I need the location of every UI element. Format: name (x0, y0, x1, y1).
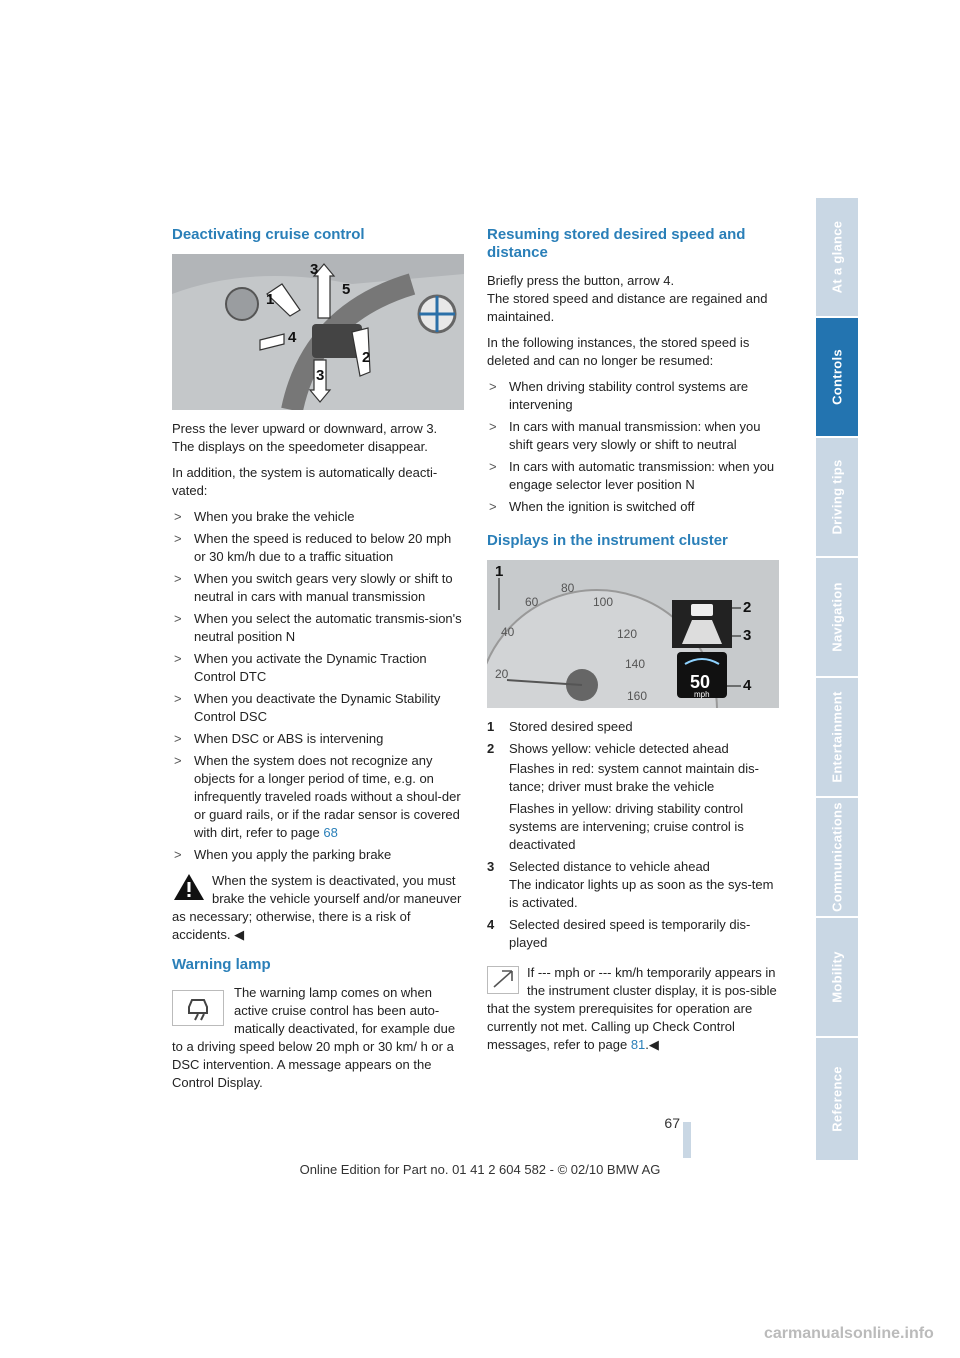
list-item: > When the system does not recognize any objects for a longer period of time, e.g. on infrequently traveled roads without a shoul-der or guard rails, or if the radar sensor is covered with dirt, refer to page 68 (174, 753, 461, 840)
note-arrow-icon (487, 966, 519, 994)
list-item: > When DSC or ABS is intervening (174, 731, 384, 746)
warning-lamp-heading: Warning lamp (172, 956, 271, 973)
tab-driving-tips[interactable]: Driving tips (816, 438, 858, 558)
tab-at-a-glance[interactable]: At a glance (816, 198, 858, 318)
list-item: > When the speed is reduced to below 20 mph or 30 km/h due to a traffic situation (174, 531, 452, 564)
resume-deletion-list (487, 378, 779, 516)
right-column (487, 226, 779, 1054)
deactivating-heading: Deactivating cruise control (172, 226, 365, 243)
tab-controls[interactable]: Controls (816, 318, 858, 438)
list-item: > When you apply the parking brake (174, 847, 392, 862)
cluster-legend (487, 718, 779, 952)
tab-navigation[interactable]: Navigation (816, 558, 858, 678)
list-item: > In cars with automatic transmission: when you engage selector lever position N (489, 459, 775, 492)
list-item: 3 Selected distance to vehicle ahead The indicator lights up as soon as the sys-tem is activated. (487, 859, 774, 910)
steering-lever-illustration (172, 254, 464, 410)
arrow-label-3-bottom: 3 (316, 367, 325, 384)
page-number: 67 (664, 1115, 680, 1131)
gauge-label: 60 (525, 595, 539, 609)
page-link-68[interactable]: 68 (323, 825, 338, 840)
paragraph: Briefly press the button, arrow 4. The stored speed and distance are regained and maintained. (487, 273, 768, 324)
instrument-cluster-illustration (487, 560, 779, 708)
gauge-label: 140 (625, 657, 646, 671)
page-marker-bar (683, 1122, 691, 1158)
paragraph: In the following instances, the stored speed is deleted and can no longer be resumed: (487, 335, 750, 368)
paragraph: In addition, the system is automatically deacti-vated: (172, 465, 438, 498)
gauge-label: 120 (617, 627, 638, 641)
callout-2: 2 (743, 599, 752, 616)
steering-lever-figure (172, 254, 464, 410)
gauge-label: 100 (593, 595, 614, 609)
list-item: > In cars with manual transmission: when you shift gears very slowly or shift to neutral (489, 419, 761, 452)
list-item: > When the ignition is switched off (489, 499, 695, 514)
tab-reference[interactable]: Reference (816, 1038, 858, 1162)
list-item: > When you switch gears very slowly or shift to neutral in cars with manual transmission (174, 571, 453, 604)
cluster-speed: 50 (690, 672, 711, 692)
list-item: 2 Shows yellow: vehicle detected ahead Flashes in red: system cannot maintain dis-tance; driver must brake the vehicle Flashes in yellow: driving stability control systems are intervening; cruise control is deactivated (487, 741, 759, 852)
page-link-81[interactable]: 81 (630, 1037, 646, 1052)
warning-triangle-icon (172, 872, 206, 902)
warning-lamp-block: The warning lamp comes on when active cruise control has been auto-matically deactivated, for example due to a driving speed below 20 mph or 30 km/ h or a DSC intervention. A message appears on the Control Display. (172, 985, 456, 1090)
arrow-label-3-top: 3 (310, 261, 319, 278)
instrument-cluster-figure (487, 560, 779, 708)
list-item: > When you deactivate the Dynamic Stability Control DSC (174, 691, 441, 724)
end-marker: ◀ (234, 927, 245, 942)
resuming-heading: Resuming stored desired speed and distance (487, 226, 746, 261)
arrow-label-1: 1 (266, 291, 275, 308)
displays-heading: Displays in the instrument cluster (487, 532, 728, 549)
gauge-label: 80 (561, 581, 575, 595)
watermark: carmanualsonline.info (764, 1325, 934, 1342)
tab-mobility[interactable]: Mobility (816, 918, 858, 1038)
tab-communications[interactable]: Communications (816, 798, 858, 918)
list-item: 1 Stored desired speed (487, 719, 633, 734)
footer-edition: Online Edition for Part no. 01 41 2 604 582 - © 02/10 BMW AG (299, 1162, 661, 1177)
callout-1: 1 (495, 563, 504, 580)
info-note: If --- mph or --- km/h temporarily appears in the instrument cluster display, it is pos-sible that the system prerequisites for operation are currently not met. Calling up Check Control messages, refer to page 81.◀ (487, 965, 777, 1052)
left-column (172, 226, 464, 1092)
list-item: > When driving stability control systems are intervening (489, 379, 749, 412)
cruise-warning-lamp-icon (172, 990, 224, 1026)
chapter-tabs (816, 198, 858, 1160)
paragraph: Press the lever upward or downward, arrow 3. The displays on the speedometer disappear. (172, 421, 438, 454)
warning-note: When the system is deactivated, you must brake the vehicle yourself and/or maneuver as necessary; otherwise, there is a risk of accidents. ◀ (172, 873, 462, 942)
list-item: > When you select the automatic transmis-sion's neutral position N (174, 611, 462, 644)
list-item: 4 Selected desired speed is temporarily dis-played (487, 917, 751, 950)
tab-entertainment[interactable]: Entertainment (816, 678, 858, 798)
cluster-unit: mph (694, 690, 710, 699)
list-item: > When you activate the Dynamic Traction Control DTC (174, 651, 427, 684)
gauge-label: 20 (495, 667, 509, 681)
arrow-label-4: 4 (288, 329, 297, 346)
gauge-label: 160 (627, 689, 648, 703)
callout-4: 4 (743, 677, 752, 694)
gauge-label: 40 (501, 625, 515, 639)
callout-3: 3 (743, 627, 752, 644)
list-item: > When you brake the vehicle (174, 509, 355, 524)
deactivation-list (172, 508, 464, 864)
arrow-label-5: 5 (342, 281, 351, 298)
arrow-label-2: 2 (362, 349, 371, 366)
end-marker: ◀ (648, 1037, 659, 1052)
